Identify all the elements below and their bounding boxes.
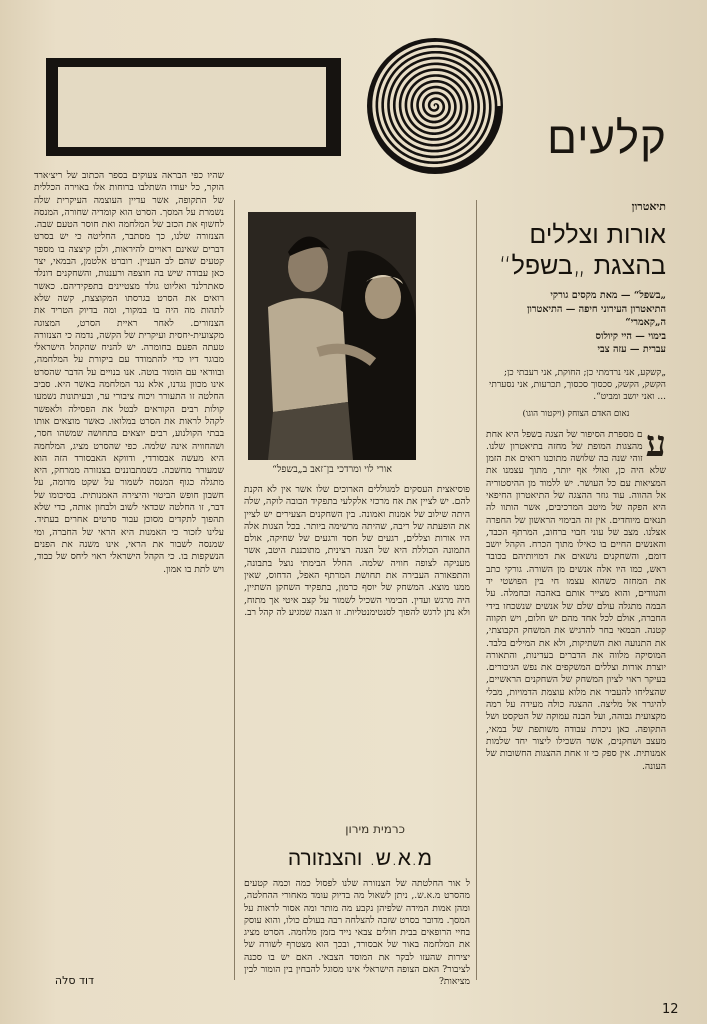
- credit-line: עברית — עזה צבי: [597, 344, 666, 355]
- review-headline: [486, 219, 666, 281]
- production-photo: [248, 212, 416, 460]
- epigraph-source: נאום האדם הצוחק (ויקטור הוגו): [522, 408, 630, 419]
- review-credits: [486, 289, 666, 357]
- photo-caption: אורי לוי ומרדכי בן־זאב ב„בשפל“: [272, 464, 392, 475]
- article2-body: ל אור החלטתה של הצנזורה שלנו לפסול כמה וכמה קטעים מהסרט מ.א.ש., ניתן לשאול מה בדיוק עומד מאחורי ההחלטה, ומהן אמות המידה שלפיהן נקבע מה מותר ומה אסור לראות על המסך. מדובר בסרט שזכה להצלחה רבה בעולם כולו, והוא עוסק בחיי הרופאים בבית חולים צבאי נייד בזמן מלחמה. הסרט מציג את המלחמה באור של אבסורד, ובכך הוא מצטרף לשורה של יצירות שהעזו לבקר את המוסד הצבאי. האם יש בו סכנה לציבור? האם הצופה הישראלי אינו מסוגל להבחין בין הומור לבין מציאות?: [244, 878, 470, 986]
- credit-line: התיאטרון העירוני חיפה — התיאטרון ה„קאמרי“: [526, 303, 666, 328]
- article2-headline: מ.א.ש. והצנזורה: [287, 846, 432, 870]
- page-number: 12: [662, 1002, 679, 1017]
- drop-cap: ע: [645, 428, 666, 465]
- review-body: [486, 429, 666, 999]
- review-continued: פוסיאצית העסקים למגוללים הארוכים שלו אשר אין לא הקנת להם. יש לציין את אח מרכזי אלקלעי בתפקיד הבובה לוקה, שלה היתה שילוב של אמנות ואמונה. בין השחקנים הצעירים יש לציין את הופעתה של ריבה, שהיתה מרשימה ביותר. בכל הצגות אלה היו אורות וצללים, רגעים של חסד ורגעים של שחיקה, אולם התמונה הכוללת היא של הצגה רצינית, מתוכננת היטב, אשר מעניקה לצופה חוויה שלמה. החלל הבימתי נוצל בתבונה, והתפאורה העבירה את תחושת המרתף האפל, הדחוס, שאין ממנו מוצא. המשחק של יוסף כרמון, בתפקיד השחקן השתיין, היה מרגש ועדין. הבימוי השכיל לשמור על קצב איטי אך מתוח, ולא נתן לרגש להפוך לסנטימנטליות. זו הצגה שמגיע לה קהל רב.: [244, 484, 470, 618]
- spiral-logo-icon: [365, 36, 505, 176]
- review-headline-line2: בהצגת „בשפל“: [498, 251, 666, 280]
- article3-byline: דוד סלה: [54, 974, 94, 987]
- review-body-text: ם מספרת הסיפור של הצגה בשפל היא אחת מהצגות המופת של מחזה בתיאטרון שלנו. זוהי שנה בה שלושה מתוכנו רואים את הזמן שלא היה כן, ואולי אף יותר, מתוך עצמנו את המציאות עם כל העושר. יש ללמוד מן ההיסטוריה אל ההווה. עוד גוזר ההצגה של התיאטרון החיפאי היא הפקה של מיטב המרכיבים, אשר הותוו לה תנאים מיוחדים. אין זה הבימוי הראשון של החפרה אצלנו. מצב של עוני חבוי ברחוב, המרתף הכבד, והאנשים החיים בו כאילו מתוך הכרח. הקהל יושב דומם, והשחקנים נושאים את דמויותיהם בכובד ראש, כמו היו אלה אנשים מן השורה. גורקי כתב את המחזה כשהוא עצמו חי בין הפושטי יד והנוודים, והוא מצייר אותם באהבה ובחמלה. על הבמה מתגלה עולם שלם של אנשים שנשכחו בידי החברה, אולם לכל אחד מהם יש חלום, ויש תקווה קטנה. הבמאי בחר להדגיש את המשחק הקבוצתי, את התנועה ואת השתיקות, ולא את המילים בלבד. המוסיקה מלווה את הדברים בעדינות, והתאורה יוצרת אורות וצללים המשקפים את נפש הגיבורים. בעיקר ראוי לציון המשחק של השחקנים הראשיים, שהצליחו להעביר את מלוא עוצמת הדמויות, מבלי להיגרר אל מליצה. ההצגה כולה מעידה על רמה מקצועית גבוהה, ועל הבנה עמוקה של הטקסט ושל התקופה. כאן ניכרת עבודה משותפת של במאי, מעצב ושחקנים, אשר השכילו ליצור יחד שלמות אמנותית. אין ספק כי זו אחת ההצגות החשובות של העונה.: [486, 428, 666, 772]
- blank-frame-inner: [58, 67, 326, 147]
- review-headline-line1: אורות וצללים: [529, 220, 666, 249]
- theater-review: [486, 200, 666, 999]
- section-title: קלעים: [547, 113, 667, 164]
- credit-line: בימוי — היי קיולוס: [595, 330, 666, 342]
- film-column: שהיו כפי הבראה צעוקים בספר הכתוב של ריצ׳ארד הוקר, כל יעודו השתלבו ברוחות אלו באוירה הכללית של התקופה, אשר עדיין העוצמה העיקרית שלה נשמרת על המסך. הסרט הוא קומדיה שחורה, המנסה לחשוף את הכזב של המלחמה ואת חוסר הטעם שבה. הצנזורה שלנו, כך מסתבר, החליטה כי יש בסרט דברים שאינם ראויים להיראות, ולכן קיצצה בו מספר קטעים שהם לב העניין. רוברט אלטמן, הבמאי, יצר כאן עבודה שיש בה חוצפה ורעננות, והשחקנים דונלד סאתרלנד ואליוט גולד מצטיינים בתפקידיהם. כאשר רואים את הסרט בגרסתו המקוצצת, קשה שלא לתהות מה היה בו במקור, ומה בדיוק הטריד את הצנזורים. לאחר ראיית הסרט, המצוגה מקצועית-יחסית ועיקרית של הקשה, נדמה כי הצנזורה טעתה הפעם בחומרה. יש להניח שהקהל הישראלי מבוגר דיו כדי להתמודד עם ביקורת על המלחמה, ובוודאי עם הומור בוטה. אנו בנויים על הדבר שהסרט אינו מכוון נגדנו, אלא נגד המלחמה באשר היא. סביב החלטה זו התעורר ויכוח ציבורי ער, ובעיתונות נשמעו קולות רבים הקוראים לבטל את הפסילה ולאפשר לקהל לראות את הסרט במלואו. כאשר מוצאים אותו בבתי הקולנוע, רבים יוצאים בתחושה שמשהו חסר, ושהחוויה אינה שלמה. כפי שהסרט מציג, המלחמה היא מעשה אבסורדי, ודווקא האבסורד הזה הוא שמעורר מחשבה. כשמתבוננים בצנזורה ממרחק, היא מתגלה כגוף המנסה לשמור על שקט מדומה, על חשבון חופש הביטוי והיצירה האמנותית. בסיכומו של דבר, זו החלטה שכדאי לשוב ולבחון אותה, כדי שלא תהפוך לתקדים מסוכן עבור סרטים אחרים בעתיד. עלינו לזכור כי האמנות היא הראי של החברה, ומי שמנסה לשבור את הראי, אינו משנה את הפנים הנשקפות בו. כי הקהל הישראלי ראוי ליחס של כבוד, ויש לתת בו אמון.: [34, 170, 224, 575]
- credit-line: „בשפל“ — מאת מקסים גורקי: [550, 290, 666, 301]
- review-kicker: תיאטרון: [631, 200, 666, 213]
- article2-byline: כרמית מירון: [345, 822, 405, 836]
- epigraph-quote: „קשקע, אני נרדמתי כן; החוקת, אני רעבתי כן; הקשק, הקשק, סכסוך סכסוך, תכרעות, אני נסערתי ... ואני יושב ומביט“.: [489, 367, 666, 402]
- black-frame-box: [46, 58, 341, 156]
- column-rule: [476, 200, 477, 980]
